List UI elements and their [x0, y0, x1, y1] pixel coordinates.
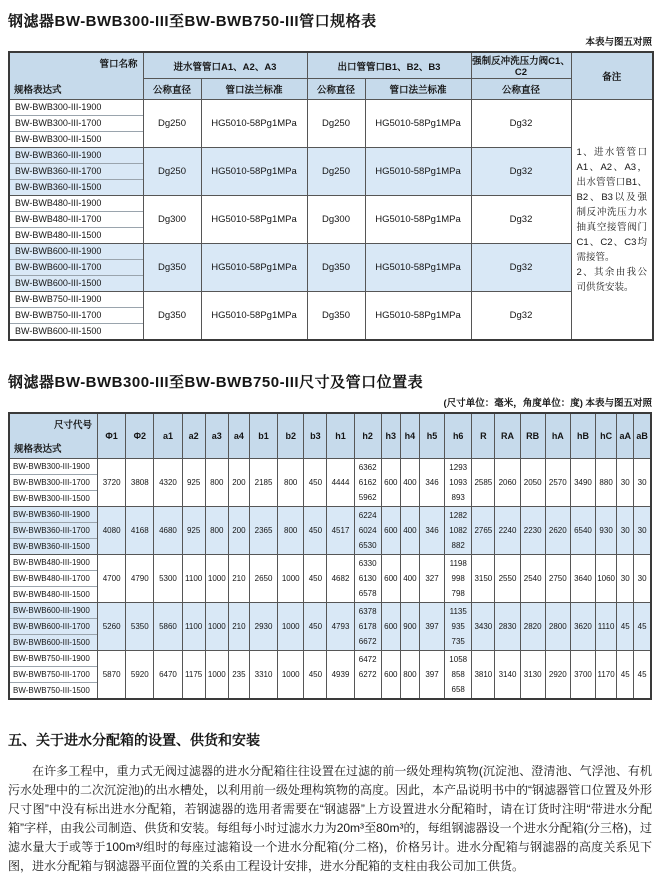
dim-value-cell: 6540: [570, 507, 595, 555]
dim-value-cell: 4168: [126, 507, 154, 555]
model-label: BW-BWB480-III-1500: [13, 590, 90, 599]
model-label: BW-BWB300-III-1700: [10, 475, 97, 491]
corner-top-label: 管口名称: [99, 59, 138, 70]
dim-value-cell: 3140: [495, 651, 520, 700]
model-label: BW-BWB360-III-1700: [10, 164, 143, 180]
spec-value-cell: HG5010-58Pg1MPa: [201, 100, 307, 148]
dim-value: 6162: [358, 478, 377, 487]
dim-value-cell: 5920: [126, 651, 154, 700]
dim-value-cell: [354, 459, 381, 507]
inlet-port-header: 进水管管口A1、A2、A3: [143, 52, 307, 79]
model-label: BW-BWB750-III-1700: [10, 667, 97, 683]
dim-value-cell: 450: [304, 555, 327, 603]
corner-bottom-label: 规格表达式: [14, 85, 62, 96]
dim-value-cell: 1000: [205, 603, 228, 651]
spec-value-cell: HG5010-58Pg1MPa: [365, 148, 471, 196]
spec-value-cell: Dg32: [471, 292, 571, 341]
corner-top-label: 尺寸代号: [54, 420, 93, 431]
spec-value-cell: Dg32: [471, 148, 571, 196]
spec-value-cell: Dg250: [307, 148, 365, 196]
model-label: BW-BWB300-III-1900: [10, 459, 97, 475]
spec-corner-cell: [9, 52, 143, 100]
model-label: BW-BWB360-III-1900: [10, 507, 97, 523]
dimension-group-row: [9, 507, 651, 555]
model-list-cell: [9, 603, 98, 651]
model-label: BW-BWB360-III-1500: [13, 542, 90, 551]
dim-value-cell: 5870: [98, 651, 126, 700]
dim-value: 5962: [358, 493, 377, 502]
model-label: BW-BWB480-III-1700: [10, 571, 97, 587]
model-list-cell: [9, 148, 143, 196]
dim-value-cell: 2765: [472, 507, 495, 555]
dim-value-cell: [354, 651, 381, 700]
dim-col-header: a2: [182, 413, 205, 459]
dim-value: 6024: [358, 526, 377, 535]
dim-value-cell: 450: [304, 507, 327, 555]
model-label: BW-BWB480-III-1500: [15, 230, 102, 240]
dim-value-cell: 327: [419, 555, 444, 603]
dim-value-cell: 2930: [249, 603, 277, 651]
spec-group-row: [9, 244, 653, 292]
model-label: BW-BWB300-III-1500: [15, 134, 102, 144]
dim-value-cell: 5300: [154, 555, 182, 603]
dim-value-cell: 800: [205, 507, 228, 555]
dim-value-cell: 6470: [154, 651, 182, 700]
dim-value-cell: 600: [381, 555, 400, 603]
dim-value-cell: 400: [400, 459, 419, 507]
nominal-diameter-header-2: 公称直径: [307, 79, 365, 100]
model-list-cell: [9, 507, 98, 555]
spec-value-cell: Dg350: [143, 292, 201, 341]
spec-value-cell: Dg350: [143, 244, 201, 292]
model-label: BW-BWB600-III-1900: [10, 244, 143, 260]
dim-value-cell: 3430: [472, 603, 495, 651]
model-label: BW-BWB750-III-1900: [10, 292, 143, 308]
dim-value-cell: 30: [634, 555, 651, 603]
dim-value: 6530: [358, 541, 377, 550]
table1-title: 钢滤器BW-BWB300-III至BW-BWB750-III管口规格表: [8, 13, 377, 30]
spec-value-cell: Dg32: [471, 244, 571, 292]
dim-value-cell: 800: [205, 459, 228, 507]
dim-col-header: hC: [596, 413, 617, 459]
dimension-group-row: [9, 603, 651, 651]
dim-col-header: a3: [205, 413, 228, 459]
spec-value-cell: Dg350: [307, 292, 365, 341]
dim-value-cell: 800: [278, 459, 304, 507]
dim-value-cell: 450: [304, 651, 327, 700]
spec-value-cell: HG5010-58Pg1MPa: [365, 292, 471, 341]
dim-value-cell: 600: [381, 651, 400, 700]
dim-value-cell: 4793: [327, 603, 354, 651]
dim-col-header: h1: [327, 413, 354, 459]
spec-group-row: [9, 148, 653, 196]
spec-value-cell: HG5010-58Pg1MPa: [365, 244, 471, 292]
dim-value: 6378: [358, 607, 377, 616]
flange-standard-header-1: 管口法兰标准: [201, 79, 307, 100]
dim-value-cell: [354, 555, 381, 603]
dim-value-cell: 2585: [472, 459, 495, 507]
dim-col-header: h4: [400, 413, 419, 459]
dim-value-cell: 1110: [596, 603, 617, 651]
dim-value-cell: 200: [228, 507, 249, 555]
dim-value-cell: 1175: [182, 651, 205, 700]
dim-value-cell: 600: [381, 603, 400, 651]
dim-value-cell: 346: [419, 459, 444, 507]
backwash-valve-header: 强制反冲洗压力阀C1、C2: [471, 52, 571, 79]
spec-value-cell: Dg250: [307, 100, 365, 148]
dim-value-cell: 45: [617, 603, 634, 651]
dim-value-cell: 4444: [327, 459, 354, 507]
model-label: BW-BWB480-III-1900: [10, 555, 97, 571]
dim-col-header: b3: [304, 413, 327, 459]
outlet-port-header: 出口管管口B1、B2、B3: [307, 52, 471, 79]
dim-value-cell: 600: [381, 507, 400, 555]
dim-value-cell: 3130: [520, 651, 545, 700]
model-list-cell: [9, 100, 143, 148]
dim-value-cell: 3720: [98, 459, 126, 507]
dim-value-cell: 925: [182, 507, 205, 555]
dim-value-cell: 30: [617, 555, 634, 603]
section-heading: 五、关于进水分配箱的设置、供货和安装: [8, 732, 260, 748]
spec-value-cell: HG5010-58Pg1MPa: [201, 196, 307, 244]
dimension-table-body: [9, 459, 651, 700]
dim-value: 1198: [449, 559, 467, 568]
dim-value-cell: 4080: [98, 507, 126, 555]
dim-value-cell: 880: [596, 459, 617, 507]
dim-value: [355, 682, 381, 697]
model-list-cell: [9, 459, 98, 507]
model-list-cell: [9, 244, 143, 292]
spec-value-cell: Dg300: [143, 196, 201, 244]
dim-value-cell: 400: [400, 555, 419, 603]
table2-title: 钢滤器BW-BWB300-III至BW-BWB750-III尺寸及管口位置表: [8, 374, 424, 391]
dimension-corner-cell: [9, 413, 98, 459]
dim-value: 1282: [449, 511, 468, 520]
dim-value-cell: [445, 555, 472, 603]
port-spec-table: [8, 51, 654, 341]
dim-value-cell: 900: [400, 603, 419, 651]
dim-value-cell: 45: [617, 651, 634, 700]
dim-value-cell: 3310: [249, 651, 277, 700]
dim-value-cell: 3810: [472, 651, 495, 700]
dim-value-cell: 30: [634, 459, 651, 507]
dim-value-cell: 2365: [249, 507, 277, 555]
dim-col-header: aB: [634, 413, 651, 459]
dim-value-cell: 3808: [126, 459, 154, 507]
dim-value: 6330: [358, 559, 377, 568]
dim-value-cell: 800: [278, 507, 304, 555]
dim-value-cell: 5860: [154, 603, 182, 651]
spec-value-cell: HG5010-58Pg1MPa: [201, 148, 307, 196]
dim-value-cell: 1060: [596, 555, 617, 603]
dim-value-cell: 30: [634, 507, 651, 555]
dim-col-header: a4: [228, 413, 249, 459]
spec-value-cell: Dg250: [143, 148, 201, 196]
dim-value-cell: 2800: [545, 603, 570, 651]
dim-value-cell: 2570: [545, 459, 570, 507]
dim-value-cell: [445, 651, 472, 700]
dim-value-cell: 2050: [520, 459, 545, 507]
dim-value: 935: [451, 622, 465, 631]
dim-col-header: b2: [278, 413, 304, 459]
dim-value-cell: 3150: [472, 555, 495, 603]
dim-value: 6362: [358, 463, 377, 472]
dim-value-cell: 2550: [495, 555, 520, 603]
dim-value: 998: [451, 574, 465, 583]
model-label: BW-BWB600-III-1700: [10, 260, 143, 276]
model-label: BW-BWB480-III-1900: [10, 196, 143, 212]
spec-value-cell: HG5010-58Pg1MPa: [365, 100, 471, 148]
dim-value-cell: 1100: [182, 555, 205, 603]
dim-value-cell: 397: [419, 603, 444, 651]
dim-value: 798: [451, 589, 465, 598]
spec-group-row: [9, 100, 653, 148]
model-label: BW-BWB750-III-1900: [10, 651, 97, 667]
dim-col-header: hA: [545, 413, 570, 459]
dimension-header-row: [9, 413, 651, 459]
dim-value-cell: 4939: [327, 651, 354, 700]
model-list-cell: [9, 555, 98, 603]
spec-value-cell: Dg300: [307, 196, 365, 244]
dim-value-cell: 4320: [154, 459, 182, 507]
dim-value-cell: 2620: [545, 507, 570, 555]
dim-col-header: Φ2: [126, 413, 154, 459]
spec-value-cell: Dg350: [307, 244, 365, 292]
dim-value: 1093: [449, 478, 468, 487]
dim-col-header: Φ1: [98, 413, 126, 459]
dim-col-header: h2: [354, 413, 381, 459]
dim-value-cell: 600: [381, 459, 400, 507]
spec-value-cell: HG5010-58Pg1MPa: [365, 196, 471, 244]
model-label: BW-BWB600-III-1500: [13, 638, 90, 647]
dim-value-cell: 1170: [596, 651, 617, 700]
dim-value: 6224: [358, 511, 377, 520]
model-label: BW-BWB750-III-1700: [10, 308, 143, 324]
spec-value-cell: Dg250: [143, 100, 201, 148]
remarks-header: 备注: [571, 52, 653, 100]
dim-value-cell: 3490: [570, 459, 595, 507]
dim-value: 6272: [358, 670, 377, 679]
dim-value-cell: [354, 603, 381, 651]
dim-value: 858: [451, 670, 465, 679]
model-label: BW-BWB600-III-1500: [15, 278, 102, 288]
dim-value-cell: 3640: [570, 555, 595, 603]
dim-value-cell: 2185: [249, 459, 277, 507]
dim-value-cell: 800: [400, 651, 419, 700]
dim-value-cell: [354, 507, 381, 555]
dim-value-cell: 5260: [98, 603, 126, 651]
dim-value-cell: 925: [182, 459, 205, 507]
dimension-group-row: [9, 555, 651, 603]
dim-col-header: RA: [495, 413, 520, 459]
model-label: BW-BWB600-III-1500: [15, 326, 102, 336]
dimension-group-row: [9, 459, 651, 507]
dim-value: 6178: [358, 622, 377, 631]
dim-value-cell: 2230: [520, 507, 545, 555]
model-label: BW-BWB300-III-1900: [10, 100, 143, 116]
dim-value-cell: 210: [228, 555, 249, 603]
dim-value-cell: 2540: [520, 555, 545, 603]
model-label: BW-BWB300-III-1700: [10, 116, 143, 132]
dim-value: 6578: [358, 589, 377, 598]
dim-value-cell: 1000: [205, 555, 228, 603]
dimension-group-row: [9, 651, 651, 700]
model-label: BW-BWB300-III-1500: [13, 494, 90, 503]
table1-compare-note: 本表与图五对照: [585, 37, 652, 48]
dim-col-header: h5: [419, 413, 444, 459]
dim-value-cell: 3620: [570, 603, 595, 651]
dim-value: 1293: [449, 463, 468, 472]
dim-value: 882: [451, 541, 465, 550]
dim-value-cell: 30: [617, 507, 634, 555]
flange-standard-header-2: 管口法兰标准: [365, 79, 471, 100]
dim-col-header: h3: [381, 413, 400, 459]
dim-value-cell: 45: [634, 651, 651, 700]
dim-value-cell: 235: [228, 651, 249, 700]
dim-value-cell: 1000: [278, 651, 304, 700]
model-list-cell: [9, 292, 143, 341]
model-label: BW-BWB600-III-1700: [10, 619, 97, 635]
dim-value-cell: 930: [596, 507, 617, 555]
model-label: BW-BWB600-III-1900: [10, 603, 97, 619]
dim-value: 1135: [449, 607, 467, 616]
spec-value-cell: Dg32: [471, 100, 571, 148]
spec-value-cell: HG5010-58Pg1MPa: [201, 244, 307, 292]
dim-value-cell: 200: [228, 459, 249, 507]
remark-line: 1、进水管管口A1、A2、A3，出水管管口B1、B2、B3以及强制反冲洗压力水抽真空接管阀门C1、C2、C3均需接管。: [576, 146, 647, 263]
dim-value: 893: [451, 493, 465, 502]
dim-value: 1058: [449, 655, 468, 664]
dim-value-cell: 30: [617, 459, 634, 507]
dim-value-cell: 2650: [249, 555, 277, 603]
dim-value: 6130: [358, 574, 377, 583]
dim-value-cell: 400: [400, 507, 419, 555]
dim-value: 6672: [358, 637, 377, 646]
dim-value-cell: [445, 507, 472, 555]
dim-value: 1082: [449, 526, 468, 535]
dim-value: 658: [451, 685, 465, 694]
dim-col-header: b1: [249, 413, 277, 459]
dim-value-cell: 2750: [545, 555, 570, 603]
corner-bottom-label: 规格表达式: [14, 444, 62, 455]
dim-value-cell: 45: [634, 603, 651, 651]
dim-col-header: h6: [445, 413, 472, 459]
model-label: BW-BWB360-III-1900: [10, 148, 143, 164]
spec-header-row-1: [9, 52, 653, 79]
dim-value-cell: 1000: [278, 555, 304, 603]
dim-col-header: aA: [617, 413, 634, 459]
dim-value-cell: 2920: [545, 651, 570, 700]
model-list-cell: [9, 196, 143, 244]
model-list-cell: [9, 651, 98, 700]
dim-col-header: hB: [570, 413, 595, 459]
dim-col-header: R: [472, 413, 495, 459]
dim-value: 6472: [358, 655, 377, 664]
dim-value-cell: 450: [304, 603, 327, 651]
dim-value-cell: 1000: [205, 651, 228, 700]
spec-group-row: [9, 196, 653, 244]
dim-value-cell: 346: [419, 507, 444, 555]
dim-value-cell: 5350: [126, 603, 154, 651]
spec-value-cell: Dg32: [471, 196, 571, 244]
dim-value-cell: 397: [419, 651, 444, 700]
nominal-diameter-header-3: 公称直径: [471, 79, 571, 100]
dim-value-cell: 4680: [154, 507, 182, 555]
spec-value-cell: HG5010-58Pg1MPa: [201, 292, 307, 341]
dim-value-cell: 4700: [98, 555, 126, 603]
dim-value-cell: 2820: [520, 603, 545, 651]
remark-line: 2、其余由我公司供货安装。: [576, 266, 647, 293]
dim-value-cell: 4517: [327, 507, 354, 555]
dim-value-cell: 3700: [570, 651, 595, 700]
body-paragraph: 在许多工程中，重力式无阀过滤器的进水分配箱往往设置在过滤的前一级处理构筑物(沉淀池、澄清池、气浮池、有机污水处理中的二次沉淀池)的出水槽处，以利用前一级处理构筑物的高度。因此，本产品说明书中的“钢滤器管口位置及外形尺寸图”中没有标出进水分配箱，若钢滤器的选用者需要在“钢滤器”上方设置进水分配箱时，请在订货时注明“带进水分配箱”字样，由我公司制造、供货和安装。每组每小时过滤水力为20m³至80m³的，每组钢滤器设一个进水分配箱(分三格)，过滤水量大于或等于100m³/组时的每座过滤箱设一个进水分配箱(分二格)，价格另计。进水分配箱与钢滤器的高度关系见下图，进水分配箱与钢滤器平面位置的关系由工程设计安排，进水分配箱的支柱由我公司加工供货。: [8, 764, 652, 873]
dim-value-cell: 450: [304, 459, 327, 507]
dim-value-cell: 4790: [126, 555, 154, 603]
dim-value-cell: 1000: [278, 603, 304, 651]
table2-units-note: (尺寸单位：毫米，角度单位：度) 本表与图五对照: [443, 398, 652, 409]
dim-value-cell: 2240: [495, 507, 520, 555]
dim-col-header: a1: [154, 413, 182, 459]
dim-value-cell: 1100: [182, 603, 205, 651]
nominal-diameter-header-1: 公称直径: [143, 79, 201, 100]
dim-value: 735: [451, 637, 465, 646]
model-label: BW-BWB750-III-1500: [13, 686, 90, 695]
dim-value-cell: 2060: [495, 459, 520, 507]
dim-col-header: RB: [520, 413, 545, 459]
spec-table-body: [9, 100, 653, 341]
model-label: BW-BWB360-III-1500: [15, 182, 102, 192]
dim-value-cell: [445, 603, 472, 651]
dim-value-cell: 210: [228, 603, 249, 651]
dimension-table: [8, 412, 652, 700]
remarks-cell: [571, 100, 653, 341]
dim-value-cell: 4682: [327, 555, 354, 603]
dim-value-cell: [445, 459, 472, 507]
model-label: BW-BWB480-III-1700: [10, 212, 143, 228]
dim-value-cell: 2830: [495, 603, 520, 651]
model-label: BW-BWB360-III-1700: [10, 523, 97, 539]
spec-group-row: [9, 292, 653, 341]
